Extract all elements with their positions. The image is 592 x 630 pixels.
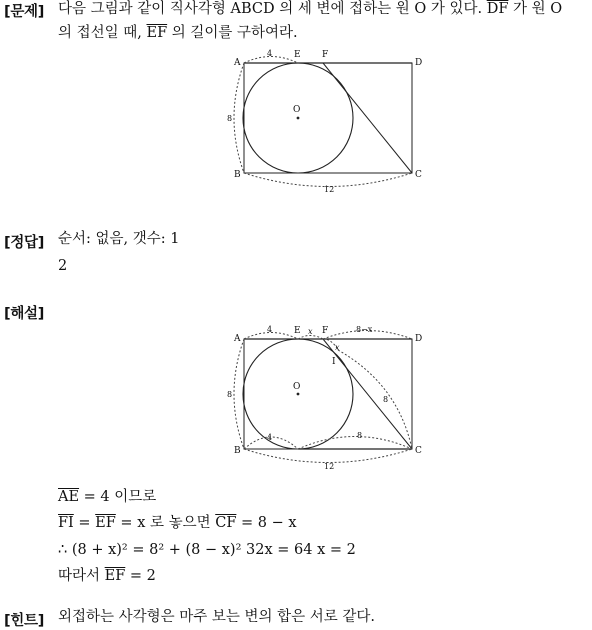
problem-line-1: 다음 그림과 같이 직사각형 ABCD 의 세 변에 접하는 원 O 가 있다. $\overline{DF}$ 가 원 O [58,1,563,17]
label-E: E [294,326,301,336]
problem-figure [220,48,435,198]
solution-tag: [해설] [4,306,45,322]
label-E: E [294,50,301,60]
label-B: B [234,170,241,180]
problem-tag: [문제] [4,4,45,20]
hint-tag: [힌트] [4,613,45,629]
label-I: I [332,357,336,367]
len-bottom-left: 4 [267,433,273,442]
hint-text: 외접하는 사각형은 마주 보는 변의 합은 서로 같다. [58,609,376,625]
answer-meta: 순서: 없음, 갯수: 1 [58,231,180,247]
len-fi: x [335,343,340,352]
answer-tag: [정답] [4,235,45,251]
problem-line-2: 의 접선일 때, $\overline{EF}$ 의 길이를 구하여라. [58,25,298,41]
label-A: A [234,58,241,68]
label-C: C [415,170,422,180]
len-bottom: 12 [324,462,335,471]
len-top-x: x [308,327,313,336]
label-B: B [234,446,241,456]
len-top-left: 4 [267,325,273,334]
len-bottom: 12 [324,185,335,194]
label-O: O [293,105,301,115]
label-D: D [415,334,423,344]
label-D: D [415,58,423,68]
len-bottom-right: 8 [357,431,363,440]
len-ic: 8 [383,395,389,404]
label-C: C [415,446,422,456]
solution-line-3: ∴ (8 + x)² = 8² + (8 − x)² 32x = 64 x = 2 [58,542,356,558]
answer-value: 2 [58,258,68,274]
solution-line-1: $\overline{AE} = 4$ 이므로 [58,489,157,505]
len-left: 8 [227,114,233,123]
len-top: 4 [267,49,273,58]
solution-line-2: $\overline{FI} = \overline{EF} = x$ 로 놓으면 $\overline{CF} = 8 - x$ [58,515,297,531]
solution-line-4: 따라서 $\overline{EF} = 2$ [58,568,156,584]
label-A: A [234,334,241,344]
len-top-right: 8−x [356,325,373,334]
len-left: 8 [227,390,233,399]
solution-figure [220,322,435,474]
label-F: F [322,50,329,60]
label-F: F [322,326,329,336]
label-O: O [293,382,301,392]
